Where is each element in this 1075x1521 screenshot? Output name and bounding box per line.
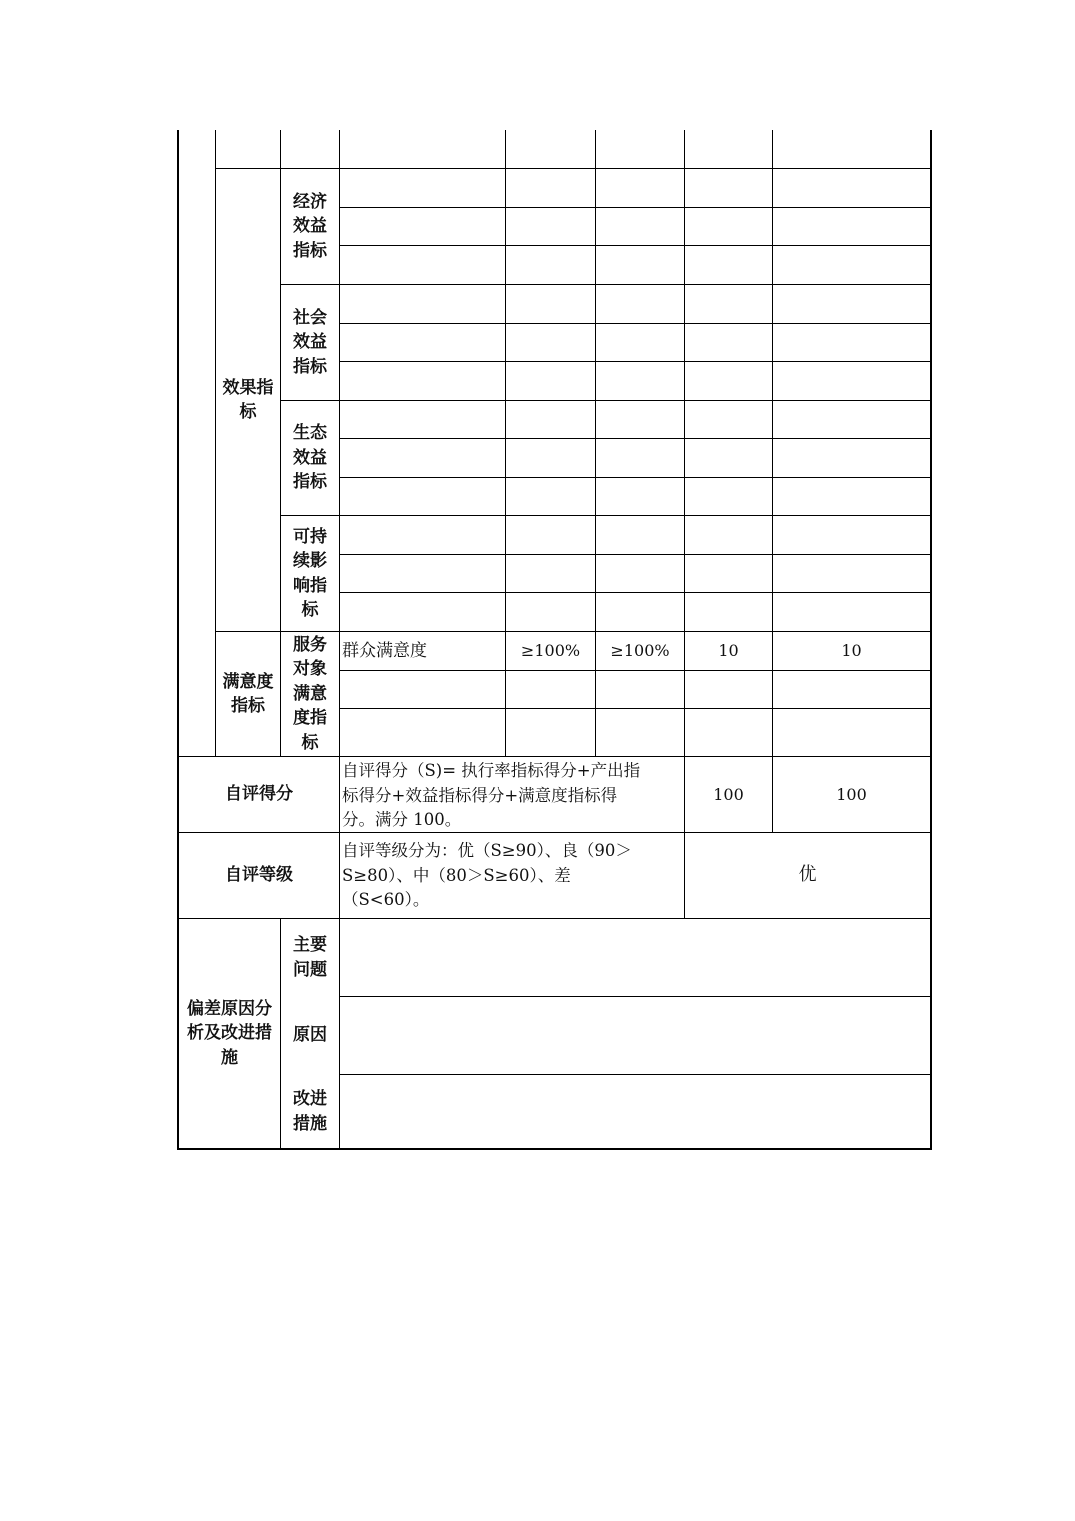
ecological-benefit-label: 生态 效益 指标 [293,423,327,493]
satisfaction-row-score: 10 [841,641,862,661]
self-score-label: 自评得分 [225,784,293,805]
deviation-analysis-label: 偏差原因分 析及改进措 施 [187,998,272,1068]
improvement-measures-label: 改进 措施 [293,1089,327,1134]
sustainable-impact-label: 可持 续影 响指 标 [293,526,327,620]
self-score-value: 100 [836,784,867,804]
satisfaction-row-name: 群众满意度 [342,640,427,661]
self-grade-label: 自评等级 [225,865,293,886]
satisfaction-row-weight: 10 [718,641,739,661]
service-satisfaction-label: 服务 对象 满意 度指 标 [293,634,327,753]
satisfaction-group-label: 满意度 指标 [222,671,274,716]
social-benefit-label: 社会 效益 指标 [293,307,327,377]
self-score-weight: 100 [713,784,744,804]
economic-benefit-label: 经济 效益 指标 [293,191,327,261]
main-problem-label: 主要 问题 [293,935,327,980]
satisfaction-row-actual: ≥100% [610,641,670,661]
self-grade-value: 优 [798,864,817,886]
self-grade-rule: 自评等级分为：优（S≥90）、良（90＞ S≥80）、中（80＞S≥60）、差 （S<60）。 [342,841,632,909]
satisfaction-row-target: ≥100% [520,641,581,661]
reason-label: 原因 [293,1025,327,1046]
effect-indicator-group-label: 效果指 标 [222,377,274,422]
self-score-formula: 自评得分（S)= 执行率指标得分+产出指 标得分+效益指标得分+满意度指标得 分。满分 100。 [342,761,641,829]
